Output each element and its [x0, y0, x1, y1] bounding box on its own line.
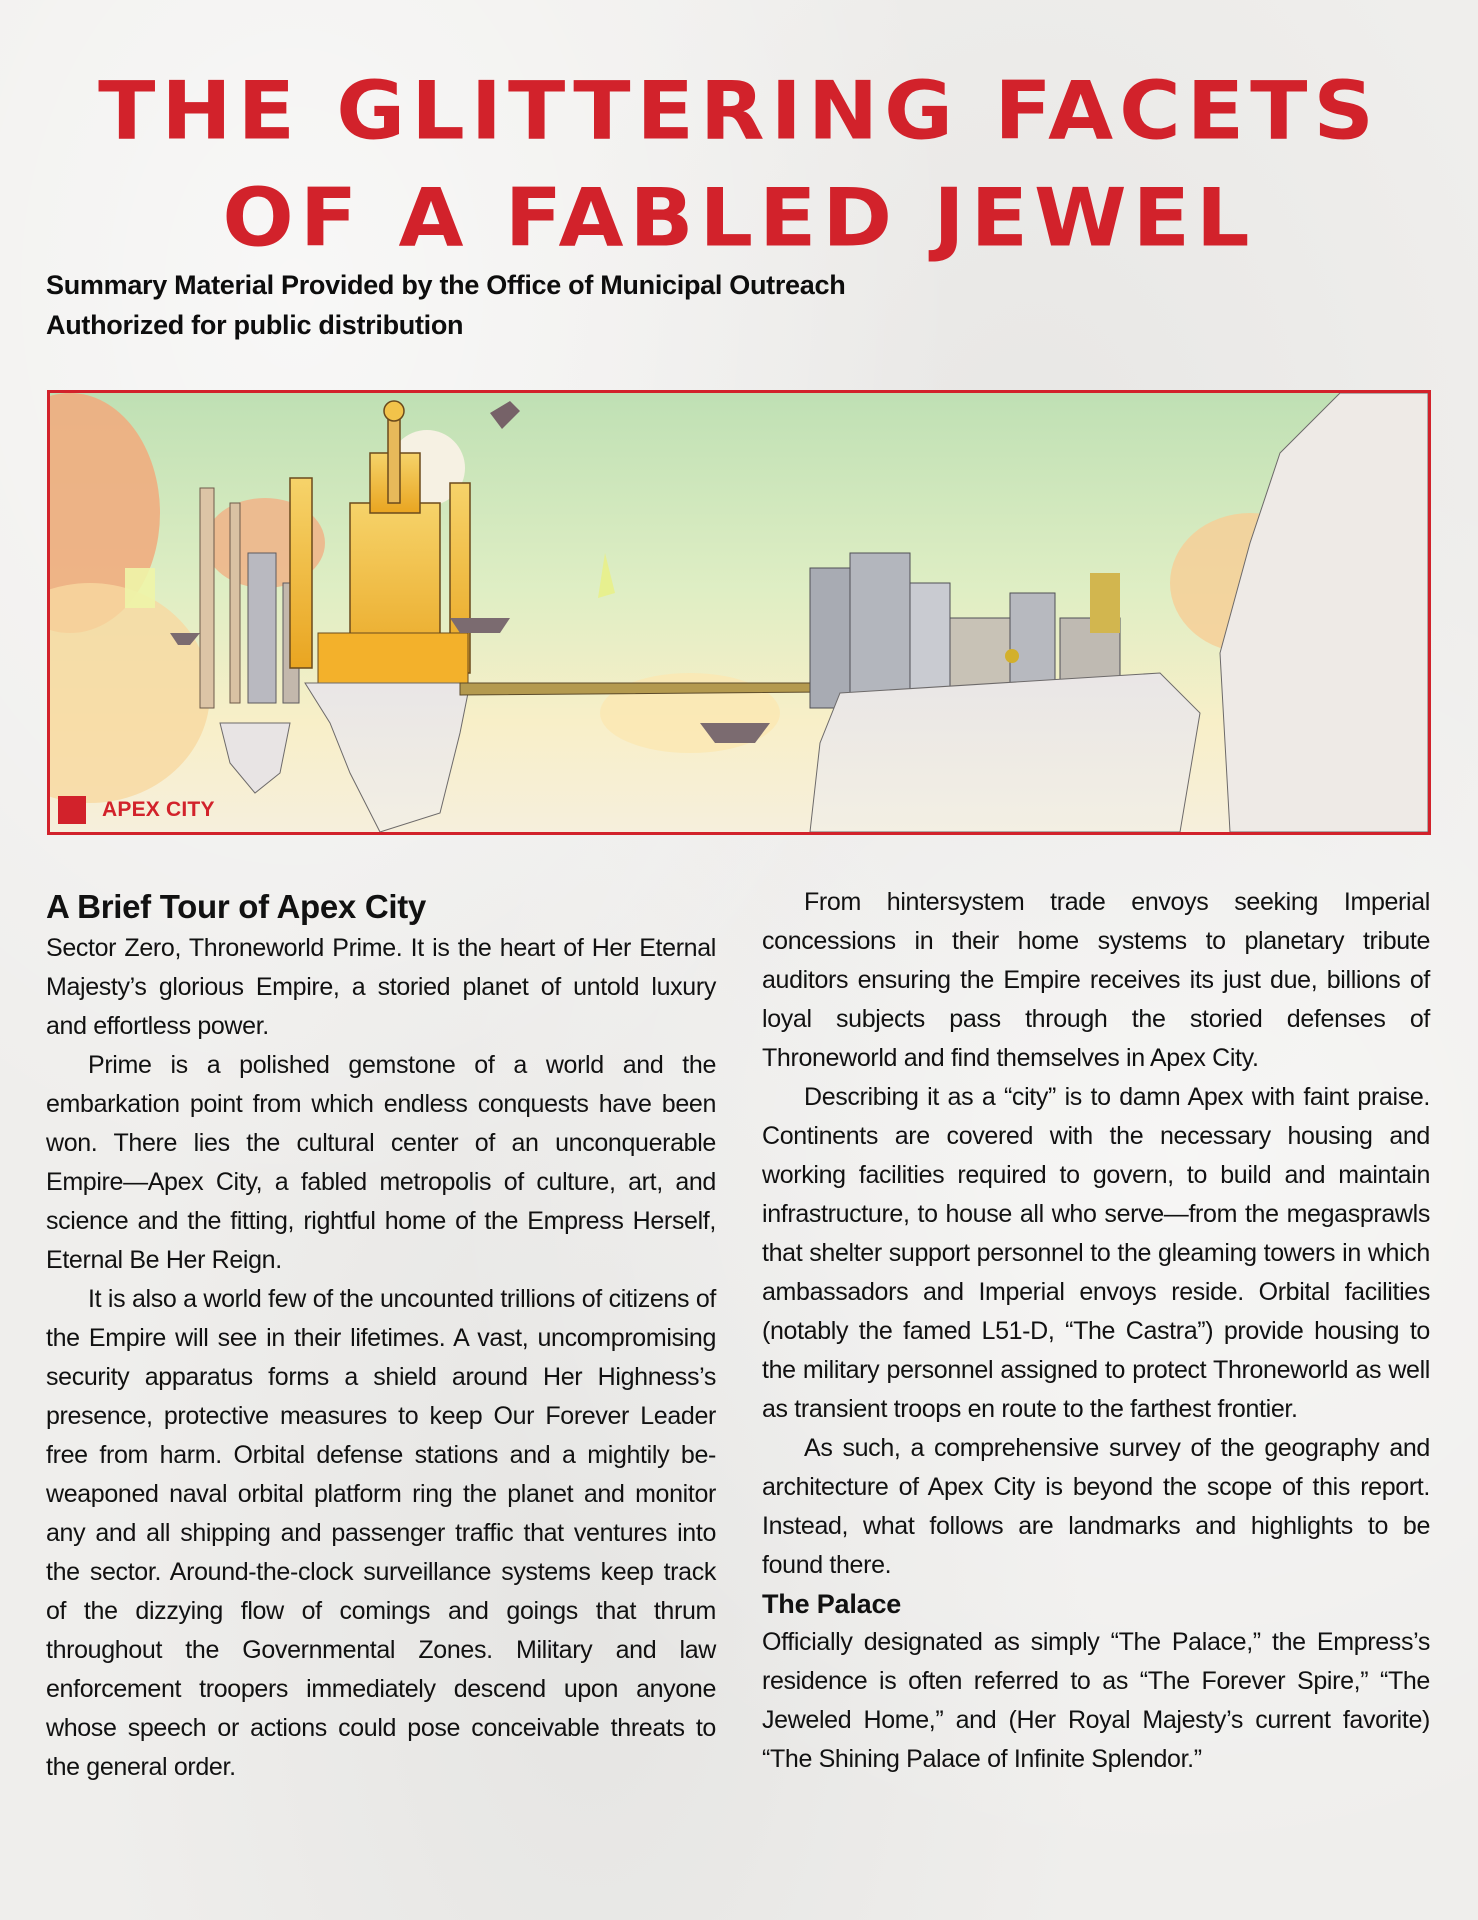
- subsection-heading: The Palace: [762, 1589, 902, 1619]
- paragraph: It is also a world few of the uncounted trillions of citizens of the Empire will see in their lifetimes. A vast, uncompromising security apparatus forms a shield around Her Highness’s presence, protective measures to keep Our Forever Leader free from harm. Orbital defense stations and a mightily be-weaponed naval orbital platform ring the planet and monitor any and all shipping and passenger traffic that ventures into the sector. Around-the-clock surveillance systems keep track of the dizzying flow of comings and goings that thrum throughout the Governmental Zones. Military and law enforcement troopers immediately descend upon anyone whose speech or actions could pose conceivable threats to the general order.: [46, 1285, 716, 1781]
- paragraph: As such, a comprehensive survey of the geography and architecture of Apex City is beyond the scope of this report. Instead, what follows are landmarks and highlights to be found there.: [762, 1434, 1430, 1579]
- apex-city-illustration: [47, 390, 1431, 835]
- paragraph: Describing it as a “city” is to damn Apex with faint praise. Continents are covered with the necessary housing and working facilities required to govern, to build and maintain infrastructure, to house all who serve—from the megasprawls that shelter support personnel to the gleaming towers in which ambassadors and Imperial envoys reside. Orbital facilities (notably the famed L51-D, “The Castra”) provide housing to the military personnel assigned to protect Throneworld as well as transient troops en route to the farthest frontier.: [762, 1083, 1430, 1423]
- paragraph: Prime is a polished gemstone of a world and the embarkation point from which endless conquests have been won. There lies the cultural center of an unconquerable Empire—Apex City, a fabled metropolis of culture, art, and science and the fitting, rightful home of the Empress Herself, Eternal Be Her Reign.: [46, 1051, 716, 1274]
- title-line-2: OF A FABLED JEWEL: [222, 171, 1256, 265]
- city-illustration-icon: [50, 393, 1428, 832]
- left-column: [46, 885, 716, 1787]
- paragraph: Sector Zero, Throneworld Prime. It is the heart of Her Eternal Majesty’s glorious Empire, a storied planet of untold luxury and effortless power.: [46, 934, 716, 1040]
- caption-label: APEX CITY: [102, 798, 215, 821]
- subtitle-source: Summary Material Provided by the Office of Municipal Outreach: [46, 270, 846, 300]
- paragraph: Officially designated as simply “The Palace,” the Empress’s residence is often referred to as “The Forever Spire,” “The Jeweled Home,” and (Her Royal Majesty’s current favorite) “The Shining Palace of Infinite Splendor.”: [762, 1628, 1430, 1773]
- caption-square-icon: [58, 796, 86, 824]
- section-heading: A Brief Tour of Apex City: [46, 888, 426, 925]
- subtitle-authorization: Authorized for public distribution: [46, 310, 464, 340]
- illustration-caption: [58, 796, 215, 824]
- paragraph: From hintersystem trade envoys seeking Imperial concessions in their home systems to planetary tribute auditors ensuring the Empire receives its just due, billions of loyal subjects pass through the storied defenses of Throneworld and find themselves in Apex City.: [762, 888, 1430, 1072]
- right-column: [762, 883, 1430, 1779]
- title-line-1: THE GLITTERING FACETS: [98, 64, 1380, 158]
